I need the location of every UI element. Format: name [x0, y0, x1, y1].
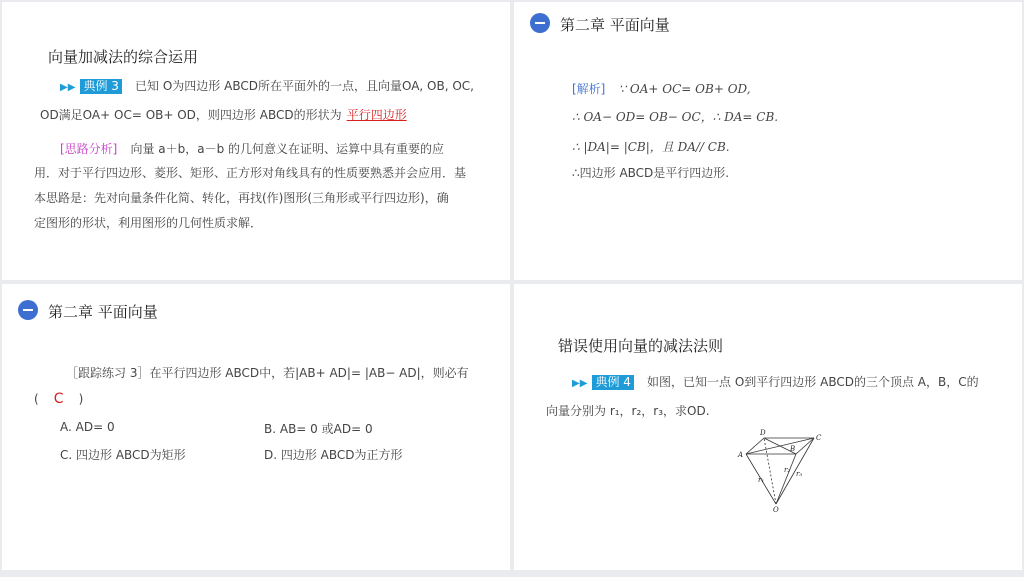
- option-d: D. 四边形 ABCD为正方形: [264, 448, 403, 462]
- figure-label: C: [816, 434, 822, 442]
- problem-line-2-row: [40, 104, 407, 123]
- solution-row-1: [572, 78, 751, 97]
- paren-close: ): [78, 392, 84, 406]
- example-4-line: [572, 371, 979, 390]
- example-badge: 典例 3: [80, 79, 121, 94]
- answer-letter: C: [53, 391, 64, 407]
- figure-label: B: [790, 445, 796, 453]
- solution-line-1: ∵ OA+ OC= OB+ OD,: [618, 82, 751, 96]
- panel-example-4: [514, 284, 1022, 570]
- option-c: C. 四边形 ABCD为矩形: [60, 448, 186, 462]
- panel-exercise: [2, 284, 510, 570]
- example-3-line: [60, 75, 474, 94]
- exercise-question: ［跟踪练习 3］在平行四边形 ABCD中，若|AB+ AD|= |AB− AD|，则必有: [66, 366, 469, 380]
- analysis-line-1: 向量 a＋b，a－b 的几何意义在证明、运算中具有重要的应: [130, 142, 445, 156]
- analysis-tag: [思路分析]: [60, 142, 118, 156]
- analysis-line-4: 定图形的形状，利用图形的几何性质求解．: [34, 216, 263, 230]
- analysis-line-3: 本思路是：先对向量条件化简、转化，再找(作)图形(三角形或平行四边形)，确: [34, 191, 449, 205]
- option-b: B. AB= 0 或AD= 0: [264, 422, 373, 436]
- problem-line-2: OD满足OA+ OC= OB+ OD，则四边形 ABCD的形状为: [40, 108, 342, 122]
- chapter-title: 第二章 平面向量: [48, 303, 158, 321]
- fast-forward-icon: ▶▶: [60, 82, 76, 93]
- solution-line-2: ∴ OA− OD= OB− OC，∴ DA= CB.: [572, 110, 779, 124]
- problem-line-1: 如图，已知一点 O到平行四边形 ABCD的三个顶点 A，B，C的: [647, 375, 979, 389]
- panel-solution: [514, 2, 1022, 280]
- answer-text: 平行四边形: [346, 108, 407, 122]
- collapse-icon[interactable]: [18, 300, 38, 320]
- problem-line-1: 已知 O为四边形 ABCD所在平面外的一点，且向量OA, OB, OC,: [135, 79, 474, 93]
- problem-line-2: 向量分别为 r₁，r₂，r₃，求OD.: [546, 404, 710, 418]
- figure-label: A: [738, 451, 744, 459]
- collapse-icon[interactable]: [530, 13, 550, 33]
- example-badge: 典例 4: [592, 375, 633, 390]
- solution-line-3: ∴ |DA|= |CB|，且 DA// CB.: [572, 140, 730, 154]
- analysis-row-1: [60, 138, 444, 157]
- chapter-title: 第二章 平面向量: [560, 16, 670, 34]
- figure-label: r₁: [758, 476, 765, 484]
- fast-forward-icon: ▶▶: [572, 378, 588, 389]
- section-title: 向量加减法的综合运用: [48, 48, 199, 66]
- figure-label: O: [773, 506, 779, 514]
- solution-tag: [解析]: [572, 82, 606, 96]
- figure-label: r₂: [784, 466, 791, 474]
- analysis-line-2: 用．对于平行四边形、菱形、矩形、正方形对角线具有的性质要熟悉并会应用．基: [34, 166, 467, 180]
- paren-open: (: [34, 392, 39, 406]
- answer-paren: [34, 388, 83, 407]
- panel-example-3: [2, 2, 510, 280]
- solution-line-4: ∴四边形 ABCD是平行四边形.: [572, 166, 730, 180]
- option-a: A. AD= 0: [60, 420, 115, 434]
- figure-label: r₃: [796, 470, 803, 478]
- figure-label: D: [760, 429, 766, 437]
- parallelogram-figure: [734, 424, 824, 514]
- section-title: 错误使用向量的减法法则: [558, 337, 724, 355]
